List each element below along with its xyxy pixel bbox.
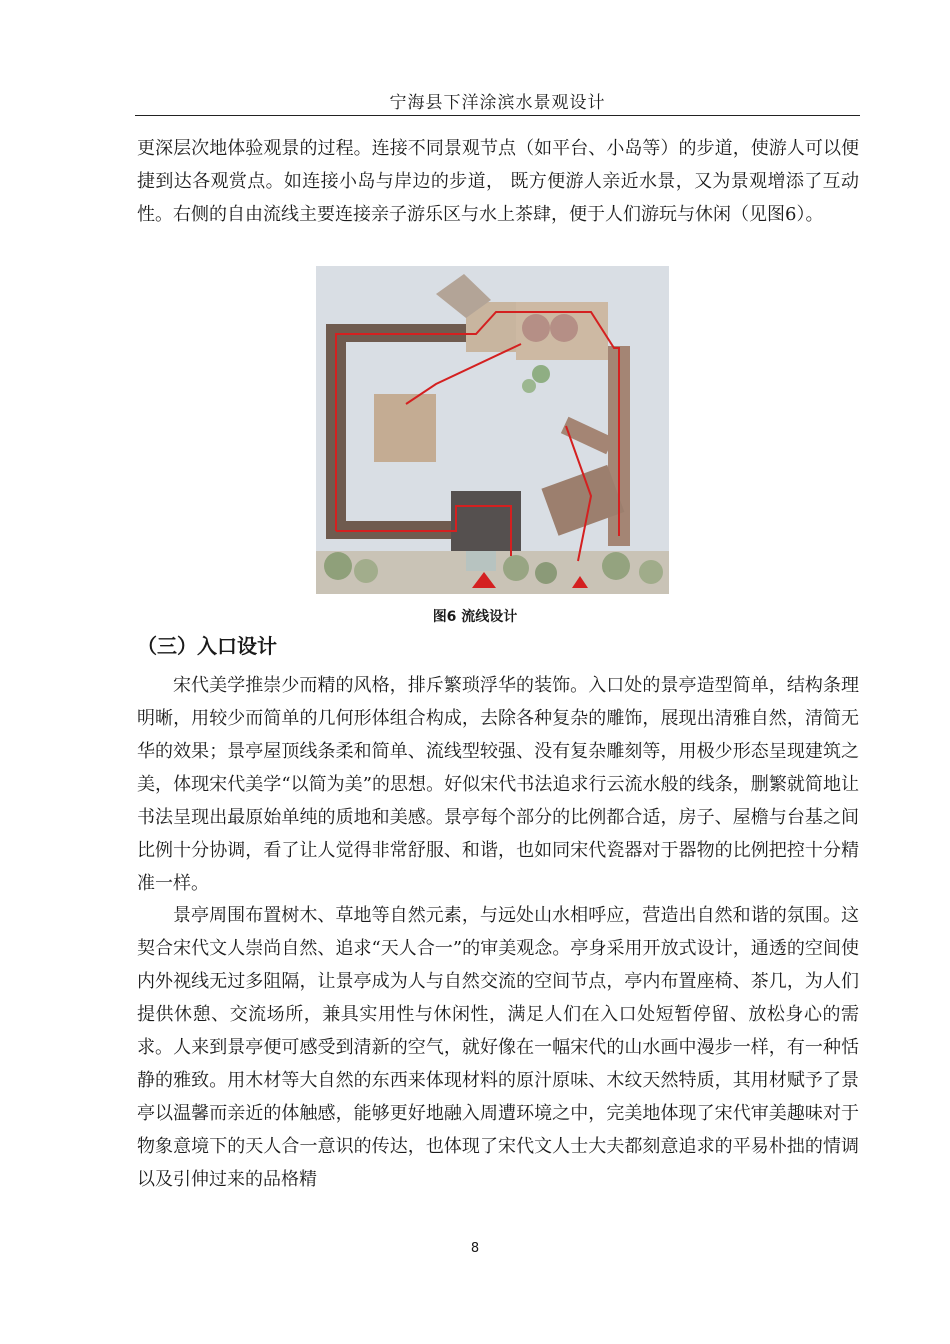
site-plan-drawing: [316, 266, 669, 594]
tree-icon: [535, 562, 557, 584]
tree-icon: [354, 559, 378, 583]
tree-icon: [324, 552, 352, 580]
tree-icon: [602, 552, 630, 580]
page-number: 8: [470, 1241, 480, 1256]
section-heading: （三）入口设计: [137, 634, 277, 658]
lily-pad-icon: [522, 379, 536, 393]
body-paragraph-1: 更深层次地体验观景的过程。连接不同景观节点（如平台、小岛等）的步道，使游人可以便捷到达各观赏点。如连接小岛与岸边的步道， 既方便游人亲近水景，又为景观增添了互动性。右侧的自由流线主要连接亲子游乐区与水上茶肆，便于人们游玩与休闲（见图6）。: [137, 138, 859, 225]
body-paragraph-2: 宋代美学推崇少而精的风格，排斥繁琐浮华的装饰。入口处的景亭造型简单，结构条理明晰，用较少而简单的几何形体组合构成，去除各种复杂的雕饰，展现出清雅自然，清简无华的效果；景亭屋顶线条柔和简单、流线型较强、没有复杂雕刻等，用极少形态呈现建筑之美，体现宋代美学“以简为美”的思想。好似宋代书法追求行云流水般的线条，删繁就简地让书法呈现出最原始单纯的质地和美感。景亭每个部分的比例都合适，房子、屋檐与台基之间比例十分协调，看了让人觉得非常舒服、和谐，也如同宋代瓷器对于器物的比例把控十分精准一样。: [137, 675, 859, 894]
figure-caption: 图6 流线设计: [432, 609, 518, 625]
lily-pad-icon: [532, 365, 550, 383]
flower-tree-icon: [522, 314, 550, 342]
flow-line-design-figure: [316, 266, 669, 594]
body-paragraph-3: 景亭周围布置树木、草地等自然元素，与远处山水相呼应，营造出自然和谐的氛围。这契合宋代文人崇尚自然、追求“天人合一”的审美观念。亭身采用开放式设计，通透的空间使内外视线无过多阻隔，让景亭成为人与自然交流的空间节点，亭内布置座椅、茶几，为人们提供休憩、交流场所，兼具实用性与休闲性，满足人们在入口处短暂停留、放松身心的需求。人来到景亭便可感受到清新的空气，就好像在一幅宋代的山水画中漫步一样，有一种恬静的雅致。用木材等大自然的东西来体现材料的原汁原味、木纹天然特质，其用材赋予了景亭以温馨而亲近的体触感，能够更好地融入周遭环境之中，完美地体现了宋代审美趣味对于物象意境下的天人合一意识的传达，也体现了宋代文人士大夫都刻意追求的平易朴拙的情调以及引伸过来的品格精: [137, 905, 859, 1190]
running-header: 宁海县下洋涂滨水景观设计: [389, 93, 606, 113]
entrance-path: [466, 551, 496, 571]
flower-tree-icon: [550, 314, 578, 342]
header-rule: [135, 115, 860, 116]
island-platform: [374, 394, 436, 462]
tree-icon: [639, 560, 663, 584]
tree-icon: [503, 555, 529, 581]
